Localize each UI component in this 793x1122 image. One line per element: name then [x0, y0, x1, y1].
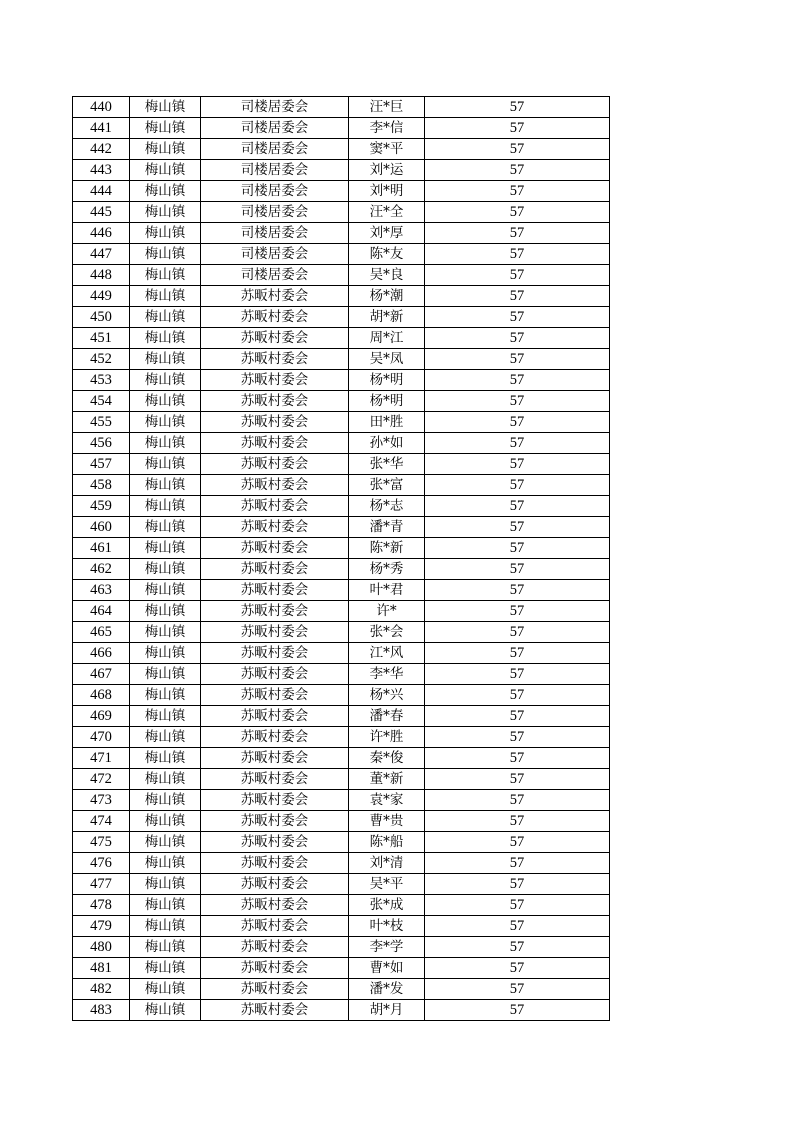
value-cell: 57 [425, 706, 610, 727]
row-number-cell: 453 [73, 370, 130, 391]
table-row [73, 937, 610, 958]
town-cell: 梅山镇 [130, 391, 201, 412]
committee-cell: 苏畈村委会 [201, 874, 349, 895]
committee-cell: 司楼居委会 [201, 223, 349, 244]
person-name-cell: 许* [349, 601, 425, 622]
table-row [73, 832, 610, 853]
table-row [73, 706, 610, 727]
person-name-cell: 叶*君 [349, 580, 425, 601]
town-cell: 梅山镇 [130, 496, 201, 517]
town-cell: 梅山镇 [130, 307, 201, 328]
table-row [73, 601, 610, 622]
row-number-cell: 470 [73, 727, 130, 748]
table-row [73, 454, 610, 475]
row-number-cell: 459 [73, 496, 130, 517]
town-cell: 梅山镇 [130, 328, 201, 349]
committee-cell: 苏畈村委会 [201, 349, 349, 370]
row-number-cell: 456 [73, 433, 130, 454]
committee-cell: 苏畈村委会 [201, 832, 349, 853]
town-cell: 梅山镇 [130, 874, 201, 895]
committee-cell: 苏畈村委会 [201, 328, 349, 349]
row-number-cell: 478 [73, 895, 130, 916]
value-cell: 57 [425, 874, 610, 895]
table-row [73, 559, 610, 580]
person-name-cell: 胡*月 [349, 1000, 425, 1021]
row-number-cell: 445 [73, 202, 130, 223]
person-name-cell: 张*华 [349, 454, 425, 475]
committee-cell: 苏畈村委会 [201, 811, 349, 832]
table-row [73, 265, 610, 286]
row-number-cell: 452 [73, 349, 130, 370]
person-name-cell: 张*成 [349, 895, 425, 916]
row-number-cell: 468 [73, 685, 130, 706]
committee-cell: 苏畈村委会 [201, 622, 349, 643]
row-number-cell: 458 [73, 475, 130, 496]
value-cell: 57 [425, 181, 610, 202]
town-cell: 梅山镇 [130, 580, 201, 601]
row-number-cell: 454 [73, 391, 130, 412]
town-cell: 梅山镇 [130, 454, 201, 475]
person-name-cell: 吴*凤 [349, 349, 425, 370]
table-row [73, 769, 610, 790]
row-number-cell: 448 [73, 265, 130, 286]
person-name-cell: 江*风 [349, 643, 425, 664]
table-row [73, 895, 610, 916]
table-row [73, 223, 610, 244]
town-cell: 梅山镇 [130, 769, 201, 790]
table-row [73, 853, 610, 874]
person-name-cell: 许*胜 [349, 727, 425, 748]
value-cell: 57 [425, 538, 610, 559]
value-cell: 57 [425, 1000, 610, 1021]
person-name-cell: 吴*良 [349, 265, 425, 286]
town-cell: 梅山镇 [130, 202, 201, 223]
table-row [73, 916, 610, 937]
value-cell: 57 [425, 454, 610, 475]
row-number-cell: 480 [73, 937, 130, 958]
table-row [73, 139, 610, 160]
person-name-cell: 杨*兴 [349, 685, 425, 706]
person-name-cell: 胡*新 [349, 307, 425, 328]
value-cell: 57 [425, 202, 610, 223]
value-cell: 57 [425, 433, 610, 454]
person-name-cell: 杨*潮 [349, 286, 425, 307]
committee-cell: 司楼居委会 [201, 139, 349, 160]
value-cell: 57 [425, 748, 610, 769]
town-cell: 梅山镇 [130, 244, 201, 265]
table-row [73, 160, 610, 181]
table-row [73, 475, 610, 496]
town-cell: 梅山镇 [130, 433, 201, 454]
value-cell: 57 [425, 895, 610, 916]
table-row [73, 496, 610, 517]
row-number-cell: 475 [73, 832, 130, 853]
person-name-cell: 李*学 [349, 937, 425, 958]
person-name-cell: 吴*平 [349, 874, 425, 895]
table-row [73, 685, 610, 706]
town-cell: 梅山镇 [130, 811, 201, 832]
row-number-cell: 467 [73, 664, 130, 685]
committee-cell: 苏畈村委会 [201, 559, 349, 580]
table-row [73, 244, 610, 265]
committee-cell: 苏畈村委会 [201, 685, 349, 706]
person-name-cell: 董*新 [349, 769, 425, 790]
town-cell: 梅山镇 [130, 412, 201, 433]
value-cell: 57 [425, 580, 610, 601]
value-cell: 57 [425, 349, 610, 370]
person-name-cell: 汪*全 [349, 202, 425, 223]
table-row [73, 727, 610, 748]
committee-cell: 司楼居委会 [201, 118, 349, 139]
town-cell: 梅山镇 [130, 937, 201, 958]
value-cell: 57 [425, 223, 610, 244]
person-name-cell: 杨*秀 [349, 559, 425, 580]
town-cell: 梅山镇 [130, 370, 201, 391]
table-row [73, 517, 610, 538]
value-cell: 57 [425, 160, 610, 181]
value-cell: 57 [425, 979, 610, 1000]
person-name-cell: 周*江 [349, 328, 425, 349]
value-cell: 57 [425, 811, 610, 832]
value-cell: 57 [425, 622, 610, 643]
roster-table [72, 96, 610, 1021]
row-number-cell: 477 [73, 874, 130, 895]
value-cell: 57 [425, 118, 610, 139]
value-cell: 57 [425, 832, 610, 853]
person-name-cell: 李*信 [349, 118, 425, 139]
committee-cell: 司楼居委会 [201, 181, 349, 202]
table-row [73, 349, 610, 370]
person-name-cell: 田*胜 [349, 412, 425, 433]
committee-cell: 苏畈村委会 [201, 853, 349, 874]
table-row [73, 307, 610, 328]
town-cell: 梅山镇 [130, 916, 201, 937]
committee-cell: 苏畈村委会 [201, 286, 349, 307]
table-row [73, 97, 610, 118]
person-name-cell: 李*华 [349, 664, 425, 685]
table-row [73, 391, 610, 412]
table-row [73, 433, 610, 454]
committee-cell: 苏畈村委会 [201, 790, 349, 811]
row-number-cell: 451 [73, 328, 130, 349]
table-row [73, 286, 610, 307]
row-number-cell: 482 [73, 979, 130, 1000]
town-cell: 梅山镇 [130, 475, 201, 496]
committee-cell: 苏畈村委会 [201, 391, 349, 412]
town-cell: 梅山镇 [130, 727, 201, 748]
person-name-cell: 潘*青 [349, 517, 425, 538]
committee-cell: 苏畈村委会 [201, 643, 349, 664]
person-name-cell: 汪*巨 [349, 97, 425, 118]
committee-cell: 司楼居委会 [201, 244, 349, 265]
committee-cell: 苏畈村委会 [201, 496, 349, 517]
table-row [73, 580, 610, 601]
row-number-cell: 474 [73, 811, 130, 832]
row-number-cell: 449 [73, 286, 130, 307]
town-cell: 梅山镇 [130, 643, 201, 664]
table-row [73, 412, 610, 433]
person-name-cell: 曹*如 [349, 958, 425, 979]
person-name-cell: 潘*发 [349, 979, 425, 1000]
value-cell: 57 [425, 958, 610, 979]
value-cell: 57 [425, 559, 610, 580]
table-row [73, 1000, 610, 1021]
value-cell: 57 [425, 328, 610, 349]
row-number-cell: 483 [73, 1000, 130, 1021]
person-name-cell: 袁*家 [349, 790, 425, 811]
person-name-cell: 陈*友 [349, 244, 425, 265]
person-name-cell: 刘*明 [349, 181, 425, 202]
town-cell: 梅山镇 [130, 664, 201, 685]
row-number-cell: 473 [73, 790, 130, 811]
town-cell: 梅山镇 [130, 853, 201, 874]
value-cell: 57 [425, 664, 610, 685]
row-number-cell: 443 [73, 160, 130, 181]
committee-cell: 苏畈村委会 [201, 769, 349, 790]
row-number-cell: 481 [73, 958, 130, 979]
table-row [73, 979, 610, 1000]
person-name-cell: 曹*贵 [349, 811, 425, 832]
row-number-cell: 462 [73, 559, 130, 580]
committee-cell: 苏畈村委会 [201, 580, 349, 601]
value-cell: 57 [425, 97, 610, 118]
town-cell: 梅山镇 [130, 790, 201, 811]
table-row [73, 202, 610, 223]
row-number-cell: 450 [73, 307, 130, 328]
committee-cell: 苏畈村委会 [201, 307, 349, 328]
town-cell: 梅山镇 [130, 538, 201, 559]
value-cell: 57 [425, 916, 610, 937]
row-number-cell: 447 [73, 244, 130, 265]
town-cell: 梅山镇 [130, 349, 201, 370]
town-cell: 梅山镇 [130, 139, 201, 160]
committee-cell: 苏畈村委会 [201, 979, 349, 1000]
row-number-cell: 472 [73, 769, 130, 790]
table-row [73, 643, 610, 664]
town-cell: 梅山镇 [130, 97, 201, 118]
value-cell: 57 [425, 769, 610, 790]
table-row [73, 622, 610, 643]
town-cell: 梅山镇 [130, 118, 201, 139]
town-cell: 梅山镇 [130, 958, 201, 979]
row-number-cell: 461 [73, 538, 130, 559]
row-number-cell: 471 [73, 748, 130, 769]
person-name-cell: 陈*新 [349, 538, 425, 559]
table-row [73, 328, 610, 349]
value-cell: 57 [425, 475, 610, 496]
table-row [73, 874, 610, 895]
committee-cell: 苏畈村委会 [201, 475, 349, 496]
committee-cell: 苏畈村委会 [201, 433, 349, 454]
value-cell: 57 [425, 244, 610, 265]
town-cell: 梅山镇 [130, 517, 201, 538]
row-number-cell: 442 [73, 139, 130, 160]
committee-cell: 苏畈村委会 [201, 370, 349, 391]
town-cell: 梅山镇 [130, 622, 201, 643]
person-name-cell: 张*会 [349, 622, 425, 643]
town-cell: 梅山镇 [130, 265, 201, 286]
committee-cell: 苏畈村委会 [201, 601, 349, 622]
town-cell: 梅山镇 [130, 895, 201, 916]
person-name-cell: 杨*明 [349, 391, 425, 412]
table-row [73, 538, 610, 559]
town-cell: 梅山镇 [130, 160, 201, 181]
town-cell: 梅山镇 [130, 832, 201, 853]
town-cell: 梅山镇 [130, 181, 201, 202]
value-cell: 57 [425, 139, 610, 160]
committee-cell: 苏畈村委会 [201, 664, 349, 685]
row-number-cell: 446 [73, 223, 130, 244]
table-row [73, 790, 610, 811]
value-cell: 57 [425, 643, 610, 664]
table-row [73, 370, 610, 391]
committee-cell: 司楼居委会 [201, 160, 349, 181]
committee-cell: 司楼居委会 [201, 265, 349, 286]
person-name-cell: 杨*明 [349, 370, 425, 391]
row-number-cell: 476 [73, 853, 130, 874]
town-cell: 梅山镇 [130, 286, 201, 307]
row-number-cell: 441 [73, 118, 130, 139]
value-cell: 57 [425, 517, 610, 538]
committee-cell: 苏畈村委会 [201, 706, 349, 727]
person-name-cell: 刘*厚 [349, 223, 425, 244]
person-name-cell: 潘*春 [349, 706, 425, 727]
table-row [73, 181, 610, 202]
committee-cell: 苏畈村委会 [201, 412, 349, 433]
row-number-cell: 460 [73, 517, 130, 538]
table-row [73, 748, 610, 769]
committee-cell: 苏畈村委会 [201, 1000, 349, 1021]
town-cell: 梅山镇 [130, 223, 201, 244]
row-number-cell: 465 [73, 622, 130, 643]
table-row [73, 958, 610, 979]
row-number-cell: 463 [73, 580, 130, 601]
committee-cell: 苏畈村委会 [201, 958, 349, 979]
town-cell: 梅山镇 [130, 685, 201, 706]
row-number-cell: 466 [73, 643, 130, 664]
person-name-cell: 刘*清 [349, 853, 425, 874]
committee-cell: 苏畈村委会 [201, 517, 349, 538]
committee-cell: 苏畈村委会 [201, 538, 349, 559]
committee-cell: 司楼居委会 [201, 202, 349, 223]
value-cell: 57 [425, 412, 610, 433]
committee-cell: 苏畈村委会 [201, 895, 349, 916]
table-row [73, 118, 610, 139]
table-row [73, 664, 610, 685]
town-cell: 梅山镇 [130, 601, 201, 622]
value-cell: 57 [425, 727, 610, 748]
committee-cell: 苏畈村委会 [201, 937, 349, 958]
person-name-cell: 窦*平 [349, 139, 425, 160]
committee-cell: 苏畈村委会 [201, 727, 349, 748]
value-cell: 57 [425, 265, 610, 286]
committee-cell: 苏畈村委会 [201, 748, 349, 769]
committee-cell: 司楼居委会 [201, 97, 349, 118]
value-cell: 57 [425, 286, 610, 307]
table-row [73, 811, 610, 832]
committee-cell: 苏畈村委会 [201, 454, 349, 475]
row-number-cell: 464 [73, 601, 130, 622]
row-number-cell: 455 [73, 412, 130, 433]
row-number-cell: 457 [73, 454, 130, 475]
value-cell: 57 [425, 937, 610, 958]
row-number-cell: 444 [73, 181, 130, 202]
person-name-cell: 孙*如 [349, 433, 425, 454]
row-number-cell: 440 [73, 97, 130, 118]
value-cell: 57 [425, 601, 610, 622]
town-cell: 梅山镇 [130, 748, 201, 769]
value-cell: 57 [425, 370, 610, 391]
value-cell: 57 [425, 391, 610, 412]
person-name-cell: 刘*运 [349, 160, 425, 181]
town-cell: 梅山镇 [130, 706, 201, 727]
person-name-cell: 陈*船 [349, 832, 425, 853]
row-number-cell: 469 [73, 706, 130, 727]
value-cell: 57 [425, 496, 610, 517]
town-cell: 梅山镇 [130, 1000, 201, 1021]
person-name-cell: 秦*俊 [349, 748, 425, 769]
person-name-cell: 张*富 [349, 475, 425, 496]
town-cell: 梅山镇 [130, 559, 201, 580]
town-cell: 梅山镇 [130, 979, 201, 1000]
roster-table-body [73, 97, 610, 1021]
committee-cell: 苏畈村委会 [201, 916, 349, 937]
value-cell: 57 [425, 790, 610, 811]
row-number-cell: 479 [73, 916, 130, 937]
value-cell: 57 [425, 685, 610, 706]
value-cell: 57 [425, 307, 610, 328]
person-name-cell: 叶*枝 [349, 916, 425, 937]
value-cell: 57 [425, 853, 610, 874]
person-name-cell: 杨*志 [349, 496, 425, 517]
